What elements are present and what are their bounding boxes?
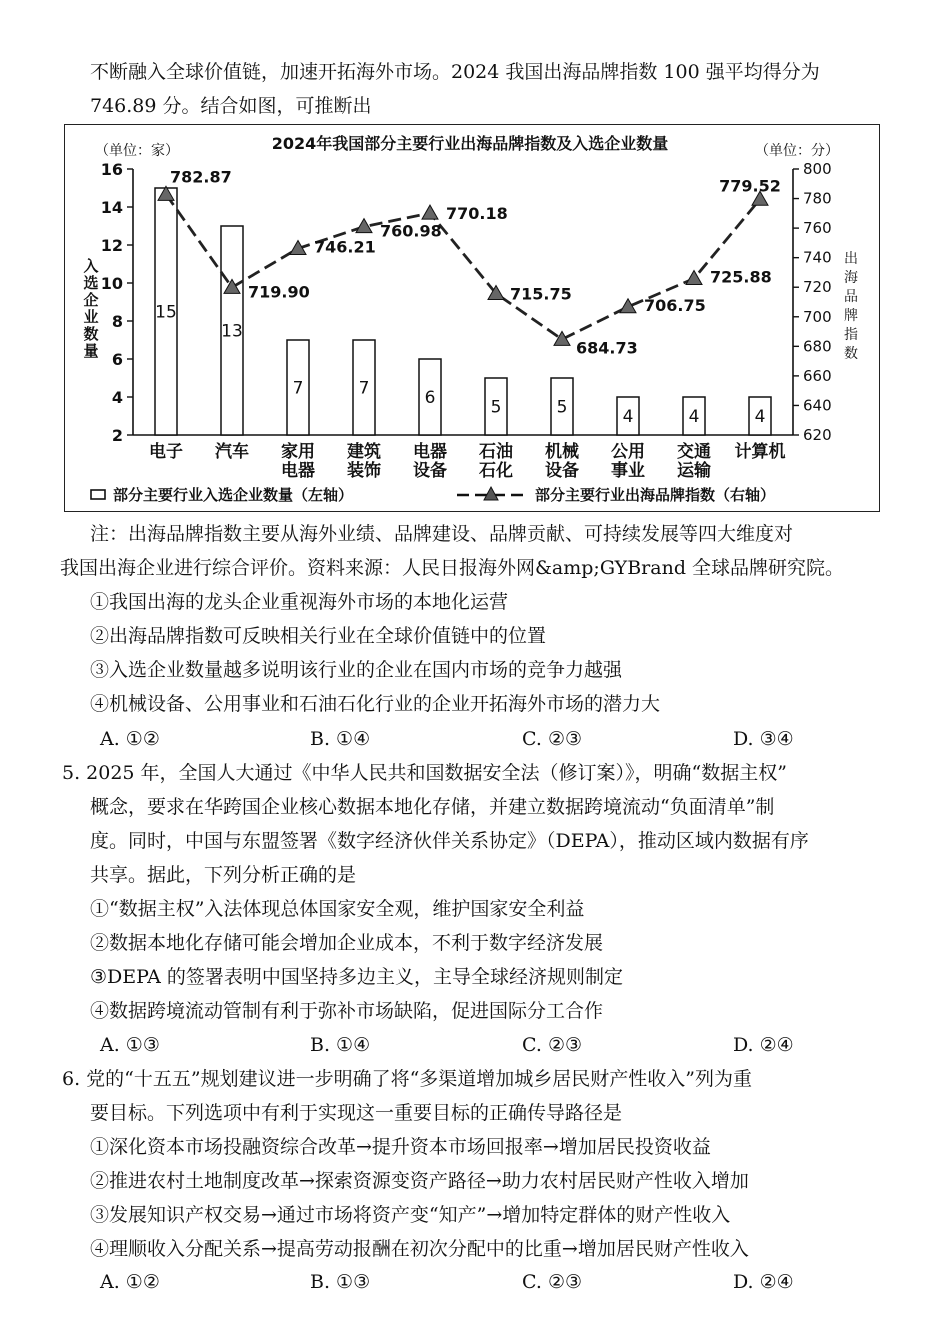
chart-frame bbox=[64, 124, 880, 512]
category-label: 石化 bbox=[479, 461, 513, 481]
left-tick-label: 14 bbox=[100, 198, 123, 217]
right-axis-title-char: 海 bbox=[844, 270, 858, 286]
category-label: 电器 bbox=[281, 461, 315, 481]
line-point-label: 715.75 bbox=[510, 284, 572, 304]
category-label: 汽车 bbox=[215, 442, 249, 462]
legend-line-label: 部分主要行业出海品牌指数（右轴） bbox=[535, 486, 776, 504]
line-point-label: 782.87 bbox=[170, 167, 232, 187]
right-tick-label: 720 bbox=[803, 278, 832, 297]
bar-label: 4 bbox=[688, 407, 700, 427]
left-axis-title-char: 选 bbox=[83, 274, 99, 292]
category-label: 设备 bbox=[413, 461, 447, 481]
q5-item-2: ②数据本地化存储可能会增加企业成本，不利于数字经济发展 bbox=[90, 932, 604, 954]
category-label: 运输 bbox=[677, 461, 711, 481]
q4-option-a[interactable]: A. ①② bbox=[100, 728, 160, 750]
q5-item-3: ③DEPA 的签署表明中国坚持多边主义，主导全球经济规则制定 bbox=[90, 966, 623, 988]
left-tick-label: 10 bbox=[100, 274, 123, 293]
left-tick-label: 2 bbox=[111, 426, 123, 445]
right-tick-label: 800 bbox=[803, 160, 832, 178]
intro-line-1: 不断融入全球价值链，加速开拓海外市场。2024 我国出海品牌指数 100 强平均得分为 bbox=[90, 61, 820, 83]
line-point-marker bbox=[422, 205, 438, 219]
right-tick-label: 660 bbox=[803, 366, 832, 385]
q5-option-b[interactable]: B. ①④ bbox=[310, 1034, 371, 1056]
left-unit-label: （单位：家） bbox=[95, 143, 179, 159]
intro-line-2: 746.89 分。结合如图，可推断出 bbox=[90, 95, 372, 117]
q5-item-1: ①“数据主权”入法体现总体国家安全观，维护国家安全利益 bbox=[90, 898, 585, 920]
note-line-1: 注：出海品牌指数主要从海外业绩、品牌建设、品牌贡献、可持续发展等四大维度对 bbox=[90, 523, 794, 545]
q5-stem-1: 5. 2025 年，全国人大通过《中华人民共和国数据安全法（修订案）》，明确“数据主权” bbox=[62, 762, 787, 784]
right-axis-title-char: 数 bbox=[844, 346, 858, 362]
category-label: 装饰 bbox=[347, 461, 381, 481]
category-label: 设备 bbox=[545, 461, 579, 481]
left-axis-title-char: 企 bbox=[83, 291, 99, 309]
q4-item-4: ④机械设备、公用事业和石油石化行业的企业开拓海外市场的潜力大 bbox=[90, 693, 661, 715]
q4-option-d[interactable]: D. ③④ bbox=[733, 728, 794, 750]
right-tick-label: 640 bbox=[803, 396, 832, 415]
right-axis-title-char: 指 bbox=[844, 327, 858, 343]
category-label: 事业 bbox=[611, 461, 645, 481]
q5-stem-2: 概念，要求在华跨国企业核心数据本地化存储，并建立数据跨境流动“负面清单”制 bbox=[90, 796, 775, 818]
right-tick-label: 780 bbox=[803, 189, 832, 208]
line-point-label: 746.21 bbox=[314, 237, 376, 257]
q4-item-3: ③入选企业数量越多说明该行业的企业在国内市场的竞争力越强 bbox=[90, 659, 623, 681]
line-point-marker bbox=[356, 219, 372, 233]
line-point-label: 684.73 bbox=[576, 338, 638, 358]
right-axis-title-char: 牌 bbox=[844, 308, 858, 324]
right-axis-title-char: 出 bbox=[844, 251, 858, 267]
q5-option-a[interactable]: A. ①③ bbox=[100, 1034, 160, 1056]
q6-option-a[interactable]: A. ①② bbox=[100, 1271, 160, 1293]
q6-option-d[interactable]: D. ②④ bbox=[733, 1271, 794, 1293]
right-unit-label: （单位：分） bbox=[755, 143, 839, 159]
legend-bar-label: 部分主要行业入选企业数量（左轴） bbox=[113, 486, 354, 504]
bar-label: 13 bbox=[221, 321, 243, 342]
bar-label: 15 bbox=[155, 302, 177, 323]
category-label: 家用 bbox=[281, 442, 315, 462]
brand-index-chart bbox=[65, 125, 877, 509]
left-axis-title-char: 入 bbox=[83, 257, 99, 275]
q5-stem-4: 共享。据此，下列分析正确的是 bbox=[90, 864, 357, 886]
q6-item-4: ④理顺收入分配关系→提高劳动报酬在初次分配中的比重→增加居民财产性收入 bbox=[90, 1238, 749, 1260]
category-label: 交通 bbox=[677, 442, 711, 462]
bar-label: 5 bbox=[490, 397, 502, 418]
legend-bar-swatch bbox=[91, 490, 105, 499]
right-tick-label: 740 bbox=[803, 248, 832, 267]
q5-option-d[interactable]: D. ②④ bbox=[733, 1034, 794, 1056]
right-tick-label: 700 bbox=[803, 307, 832, 326]
q4-item-1: ①我国出海的龙头企业重视海外市场的本地化运营 bbox=[90, 591, 509, 613]
line-point-marker bbox=[554, 331, 570, 345]
left-tick-label: 6 bbox=[111, 350, 123, 369]
left-tick-label: 16 bbox=[100, 160, 123, 179]
bar-label: 6 bbox=[424, 388, 436, 408]
q6-item-1: ①深化资本市场投融资综合改革→提升资本市场回报率→增加居民投资收益 bbox=[90, 1136, 711, 1158]
left-tick-label: 8 bbox=[111, 312, 123, 331]
q4-item-2: ②出海品牌指数可反映相关行业在全球价值链中的位置 bbox=[90, 625, 547, 647]
q5-option-c[interactable]: C. ②③ bbox=[522, 1034, 583, 1056]
q6-stem-1: 6. 党的“十五五”规划建议进一步明确了将“多渠道增加城乡居民财产性收入”列为重 bbox=[62, 1068, 753, 1090]
category-label: 电器 bbox=[413, 442, 447, 462]
bar-label: 4 bbox=[754, 407, 766, 427]
line-point-label: 706.75 bbox=[644, 295, 706, 315]
right-tick-label: 620 bbox=[803, 426, 832, 444]
q6-option-b[interactable]: B. ①③ bbox=[310, 1271, 371, 1293]
left-axis-title-char: 数 bbox=[83, 325, 99, 343]
note-line-2: 我国出海企业进行综合评价。资料来源：人民日报海外网&amp;GYBrand 全球品牌研究院。 bbox=[60, 557, 845, 579]
left-axis-title-char: 业 bbox=[83, 308, 99, 326]
right-tick-label: 760 bbox=[803, 219, 832, 238]
q4-option-c[interactable]: C. ②③ bbox=[522, 728, 583, 750]
category-label: 机械 bbox=[545, 442, 579, 462]
q6-stem-2: 要目标。下列选项中有利于实现这一重要目标的正确传导路径是 bbox=[90, 1102, 623, 1124]
line-point-label: 719.90 bbox=[248, 282, 310, 302]
bar-label: 4 bbox=[622, 407, 634, 427]
right-tick-label: 680 bbox=[803, 337, 832, 356]
legend-line-marker bbox=[484, 487, 498, 500]
category-label: 计算机 bbox=[734, 442, 786, 462]
chart-title: 2024年我国部分主要行业出海品牌指数及入选企业数量 bbox=[271, 134, 669, 153]
bar-label: 7 bbox=[292, 378, 304, 399]
q5-stem-3: 度。同时，中国与东盟签署《数字经济伙伴关系协定》（DEPA），推动区域内数据有序 bbox=[90, 830, 809, 852]
q6-item-3: ③发展知识产权交易→通过市场将资产变“知产”→增加特定群体的财产性收入 bbox=[90, 1204, 731, 1226]
q5-item-4: ④数据跨境流动管制有利于弥补市场缺陷，促进国际分工合作 bbox=[90, 1000, 604, 1022]
line-point-label: 779.52 bbox=[719, 176, 781, 196]
q6-item-2: ②推进农村土地制度改革→探索资源变资产路径→助力农村居民财产性收入增加 bbox=[90, 1170, 749, 1192]
left-tick-label: 4 bbox=[111, 388, 123, 407]
left-axis-title-char: 量 bbox=[83, 342, 99, 360]
category-label: 建筑 bbox=[347, 442, 381, 462]
bar-label: 7 bbox=[358, 378, 370, 399]
left-tick-label: 12 bbox=[100, 236, 123, 255]
line-point-label: 770.18 bbox=[446, 204, 508, 224]
line-point-label: 725.88 bbox=[710, 267, 772, 287]
category-label: 电子 bbox=[149, 442, 183, 462]
bar-label: 5 bbox=[556, 397, 568, 418]
category-label: 石油 bbox=[479, 442, 513, 462]
right-axis-title-char: 品 bbox=[844, 289, 858, 305]
line-point-label: 760.98 bbox=[380, 221, 442, 241]
q6-option-c[interactable]: C. ②③ bbox=[522, 1271, 583, 1293]
category-label: 公用 bbox=[611, 442, 645, 462]
q4-option-b[interactable]: B. ①④ bbox=[310, 728, 371, 750]
